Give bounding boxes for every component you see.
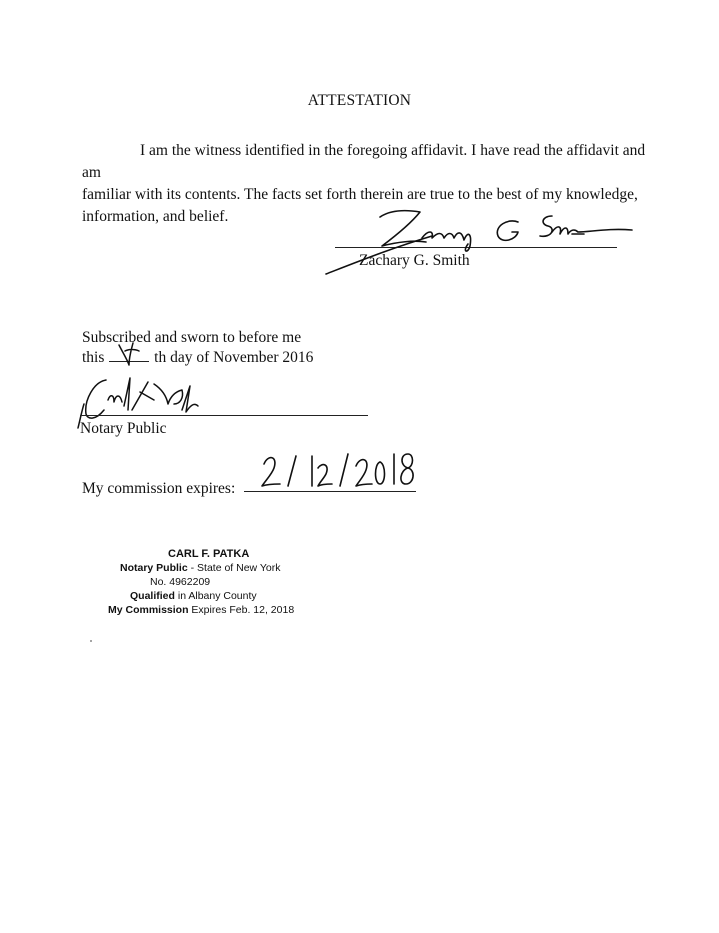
stamp-qualified-bold: Qualified xyxy=(130,590,175,602)
stamp-name: CARL F. PATKA xyxy=(168,548,250,560)
sworn-day-handwritten xyxy=(109,339,149,367)
stamp-number: No. 4962209 xyxy=(150,576,211,588)
notary-stamp xyxy=(104,548,334,628)
stamp-qualified xyxy=(130,590,257,602)
stamp-expires xyxy=(108,604,294,616)
commission-expires-label: My commission expires: xyxy=(82,480,236,497)
witness-name: Zachary G. Smith xyxy=(359,252,470,269)
stamp-expires-date: Expires Feb. 12, 2018 xyxy=(188,604,295,616)
commission-date-handwritten xyxy=(256,446,416,492)
sworn-this-label: this xyxy=(82,349,105,366)
paragraph-line-1: I am the witness identified in the foregoing affidavit. I have read the affidavit and am xyxy=(82,142,646,181)
paragraph-line-2: familiar with its contents. The facts set forth therein are true to the best of my knowledge, xyxy=(82,186,638,203)
notary-signature-line xyxy=(80,415,368,416)
sworn-day-line xyxy=(82,345,313,369)
notary-public-label: Notary Public xyxy=(80,420,167,437)
scan-speck xyxy=(90,640,92,642)
stamp-notary-state: Notary Public - State of New York xyxy=(120,562,281,574)
stamp-qualified-county: in Albany County xyxy=(174,590,257,602)
document-title: ATTESTATION xyxy=(307,92,412,109)
stamp-expires-bold: My Commission xyxy=(108,604,189,616)
paragraph-line-3: information, and belief. xyxy=(82,208,229,225)
sworn-day-blank xyxy=(109,345,149,362)
sworn-month-year: th day of November 2016 xyxy=(154,349,314,366)
sworn-line: Subscribed and sworn to before me xyxy=(82,329,302,346)
